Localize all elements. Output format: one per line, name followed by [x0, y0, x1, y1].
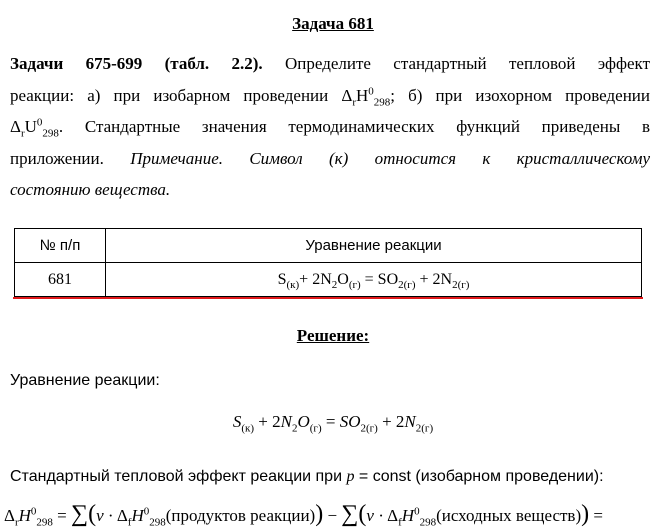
problem-title: Задача 681	[292, 14, 374, 33]
row-number: 681	[15, 263, 106, 297]
statement-line-4: приложении. Примечание. Символ (к) относится к кристаллическому	[10, 148, 650, 168]
enthalpy-formula: $\Delta_rH^0_{298} = \sum(\nu$ · $\Delta_fH^0_{298}(продуктов$ реакции)) − $\sum(\nu \cdot \Delta_fH^0_{298}(исходных$ веществ)) =	[4, 501, 603, 529]
note-text: Примечание. Символ (к) относится к кристаллическому	[130, 148, 650, 168]
problem-statement	[10, 48, 650, 206]
problem-range: Задачи 675-699 (табл. 2.2).	[10, 54, 263, 73]
col-number-header: № п/п	[15, 229, 106, 263]
statement-line-2: реакции: а) при изобарном проведении $\Delta_rH^0_{298}$; б) при изохорном проведении	[10, 84, 650, 108]
statement-line-1: Задачи 675-699 (табл. 2.2). Определите стандартный тепловой эффект	[10, 54, 650, 73]
statement-line-5: состоянию вещества.	[10, 180, 171, 199]
reaction-table	[14, 228, 642, 297]
red-underline-divider	[13, 297, 643, 299]
reaction-equation: $S_{(к)} + 2N_2O_{(г)} = SO_{2(г)} + 2N_{2(г)}$	[232, 412, 434, 435]
solution-heading: Решение:	[296, 326, 370, 345]
table-row	[15, 263, 642, 297]
effect-label: Стандартный тепловой эффект реакции при p = const (изобарном проведении):	[10, 468, 604, 485]
reaction-label: Уравнение реакции:	[10, 372, 160, 389]
statement-line-3: $\Delta_rU^0_{298}$. Стандартные значения термодинамических функций приведены в	[10, 116, 650, 140]
col-equation-header: Уравнение реакции	[106, 229, 642, 263]
table-header-row	[15, 229, 642, 263]
row-equation: $S_{(к)}+ 2N_2O_{(г)} = SO_{2(г)} + 2N_{2(г)}$	[106, 263, 642, 297]
